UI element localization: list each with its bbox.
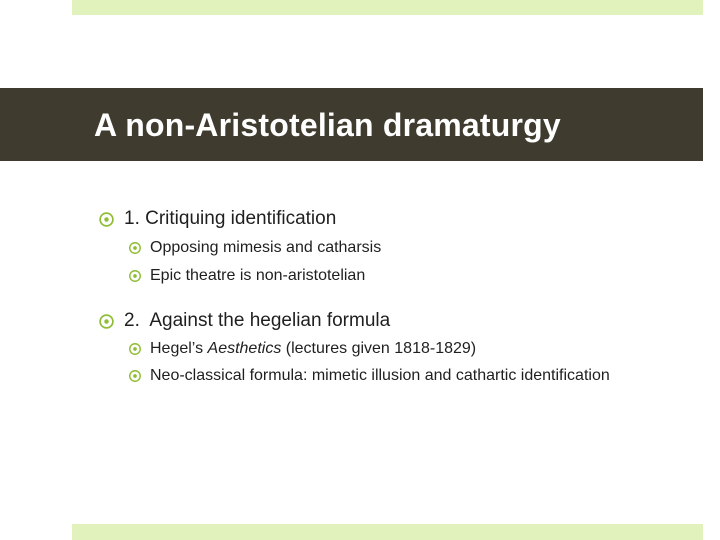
sub-bullet-2-1-emphasis: Aesthetics [207, 340, 282, 357]
sub-bullet-2-2 [128, 367, 610, 385]
sub-bullet-2-1-suffix: (lectures given 1818-1829) [281, 340, 477, 357]
bullet-point-2 [98, 310, 390, 332]
sub-bullet-1-1 [128, 239, 381, 257]
sub-bullet-2-1-prefix: Hegel’s [150, 340, 208, 357]
top-accent-band [72, 0, 703, 15]
circled-target-bullet-icon [128, 342, 142, 356]
circled-target-bullet-icon [98, 211, 115, 228]
bullet-point-1-label: 1. Critiquing identification [124, 208, 337, 229]
sub-bullet-1-2-label: Epic theatre is non-aristotelian [150, 267, 366, 284]
sub-bullet-1-1-label: Opposing mimesis and catharsis [150, 239, 382, 256]
bullet-point-2-label: 2. Against the hegelian formula [124, 310, 391, 331]
circled-target-bullet-icon [98, 313, 115, 330]
slide-title: A non-Aristotelian dramaturgy [94, 107, 561, 143]
sub-bullet-2-1 [128, 340, 476, 358]
sub-bullet-2-1-label [150, 340, 476, 358]
circled-target-bullet-icon [128, 241, 142, 255]
sub-bullet-2-2-label: Neo-classical formula: mimetic illusion and cathartic identification [150, 367, 610, 384]
circled-target-bullet-icon [128, 269, 142, 283]
bottom-accent-band [72, 524, 703, 540]
sub-bullet-1-2 [128, 267, 365, 285]
circled-target-bullet-icon [128, 369, 142, 383]
bullet-point-1 [98, 208, 336, 230]
